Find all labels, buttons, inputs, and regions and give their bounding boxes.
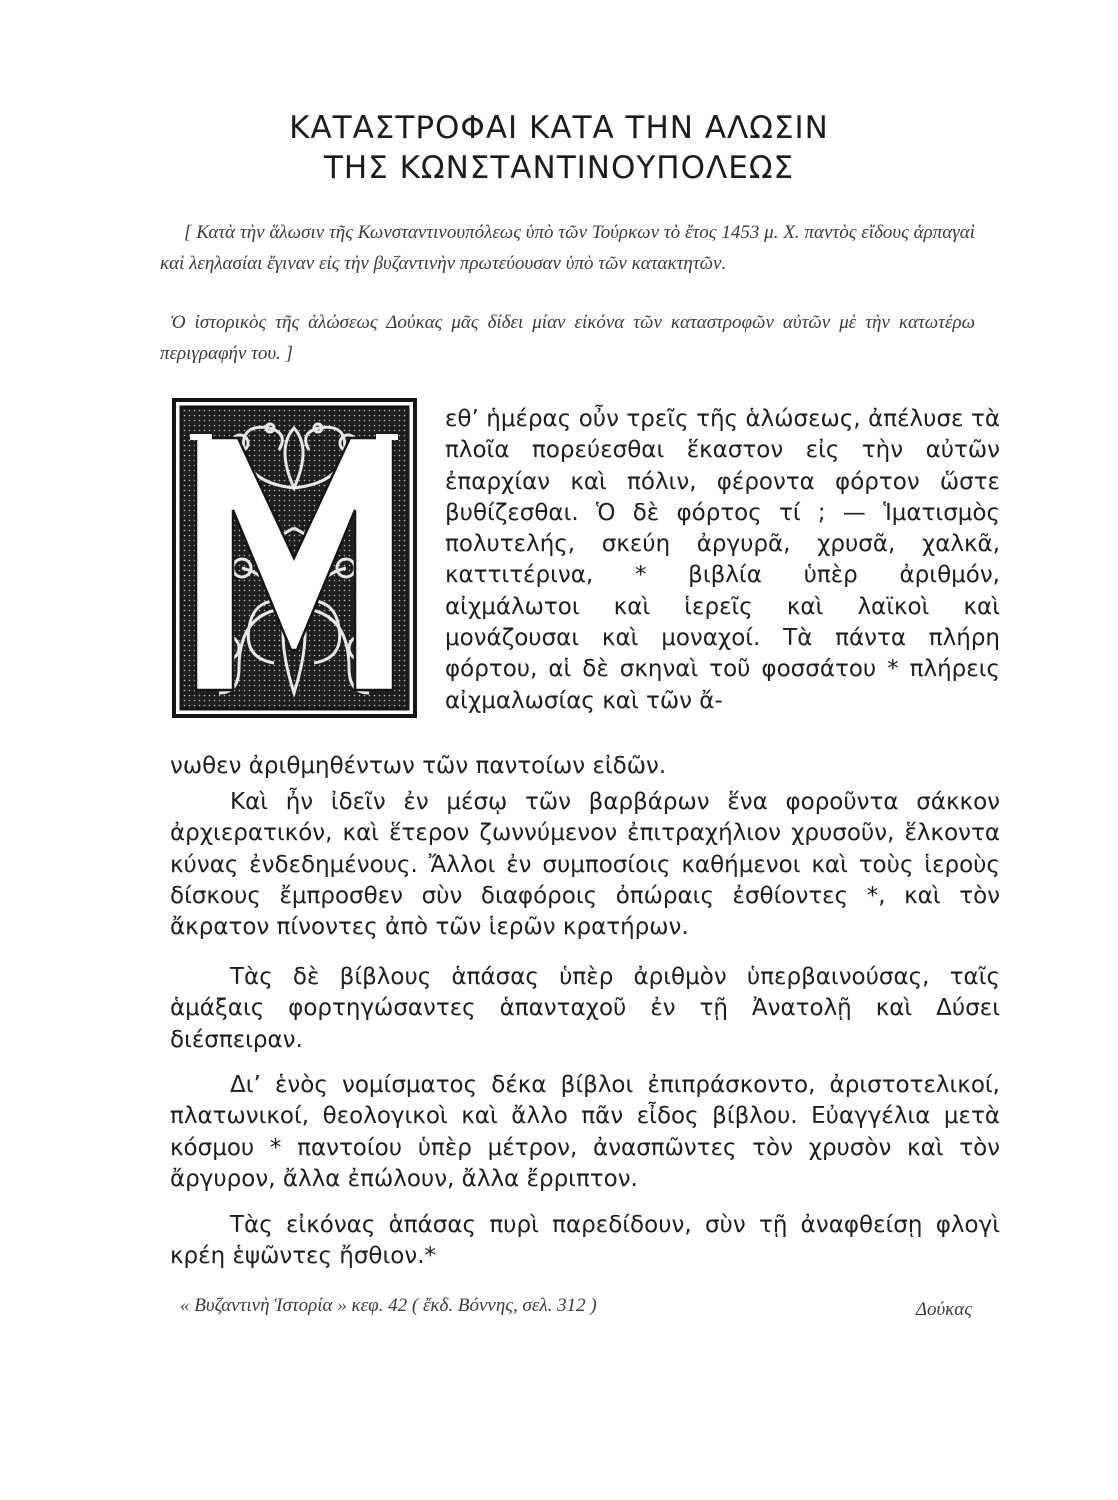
body-paragraph-1-continuation: νωθεν ἀριθμηθέντων τῶν παντοίων εἰδῶν.	[170, 753, 667, 779]
author-name: Δούκας	[915, 1299, 972, 1320]
intro-note-paragraph-2: Ὁ ἱστορικὸς τῆς ἁλώσεως Δούκας μᾶς δίδει μίαν εἰκόνα τῶν καταστροφῶν αὐτῶν μὲ τὴν κατωτέρω περιγραφήν του. ]	[160, 312, 975, 364]
ornamental-initial-m	[172, 398, 417, 718]
page-title-line-1: ΚΑΤΑΣΤΡΟΦΑΙ ΚΑΤΑ ΤΗΝ ΑΛΩΣΙΝ	[289, 110, 829, 146]
page-title-line-2: ΤΗΣ ΚΩΝΣΤΑΝΤΙΝΟΥΠΟΛΕΩΣ	[323, 150, 795, 186]
body-paragraph-2: Καὶ ἦν ἰδεῖν ἐν μέσῳ τῶν βαρβάρων ἕνα φοροῦντα σάκκον ἀρχιερατικόν, καὶ ἕτερον ζωννύμενον ἐπιτραχήλιον χρυσοῦν, ἕλκοντα κύνας ἐνδεδημένους. Ἄλλοι ἐν συμποσίοις καθήμενοι καὶ τοὺς ἱεροὺς δίσκους ἔμπροσθεν σὺν διαφόροις ὀπώραις ἐσθίοντες *, καὶ τὸν ἄκρατον πίνοντες ἀπὸ τῶν ἱερῶν κρατήρων.	[170, 789, 1000, 941]
intro-note-paragraph: [ Κατὰ τὴν ἅλωσιν τῆς Κωνσταντινουπόλεως ὑπὸ τῶν Τούρκων τὸ ἔτος 1453 μ. Χ. παντὸς εἴδους ἁρπαγαὶ καὶ λεηλασίαι ἔγιναν εἰς τὴν βυζαντινὴν πρωτεύουσαν ὑπὸ τῶν κατακτητῶν.	[160, 222, 975, 274]
body-paragraph-4: Δι’ ἑνὸς νομίσματος δέκα βίβλοι ἐπιπράσκοντο, ἀριστοτελικοί, πλατωνικοί, θεολογικοὶ καὶ ἄλλο πᾶν εἶδος βίβλου. Εὐαγγέλια μετὰ κόσμου * παντοίου ὑπὲρ μέτρον, ἀνασπῶντες τὸν χρυσὸν καὶ τὸν ἄργυρον, ἄλλα ἐπώλουν, ἄλλα ἔρριπτον.	[170, 1072, 1000, 1192]
body-paragraph-1: εθ’ ἡμέρας οὖν τρεῖς τῆς ἁλώσεως, ἀπέλυσε τὰ πλοῖα πορεύεσθαι ἕκαστον εἰς τὴν αὐτῶν ἐπαρχίαν καὶ πόλιν, φέροντα φόρτον ὥστε βυθίζεσθαι. Ὁ δὲ φόρτος τί ; — Ἱματισμὸς πολυτελής, σκεύη ἀργυρᾶ, χρυσᾶ, χαλκᾶ, καττιτέρινα, * βιβλία ὑπὲρ ἀριθμόν, αἰχμάλωτοι καὶ ἱερεῖς καὶ λαϊκοὶ καὶ μονάζουσαι καὶ μοναχοί. Τὰ πάντα πλήρη φόρτου, αἱ δὲ σκηναὶ τοῦ φοσσάτου * πλήρεις αἰχμαλωσίας καὶ τῶν ἄ-	[445, 406, 1000, 714]
body-paragraph-5: Τὰς εἰκόνας ἁπάσας πυρὶ παρεδίδουν, σὺν τῇ ἀναφθείσῃ φλογὶ κρέη ἑψῶντες ἤσθιον.*	[170, 1212, 1000, 1270]
body-paragraph-3: Τὰς δὲ βίβλους ἁπάσας ὑπὲρ ἀριθμὸν ὑπερβαινούσας, ταῖς ἁμάξαις φορτηγώσαντες ἁπανταχοῦ ἐν τῇ Ἀνατολῇ καὶ Δύσει διέσπειραν.	[170, 964, 1000, 1053]
source-citation: « Βυζαντινὴ Ἱστορία » κεφ. 42 ( ἔκδ. Βόννης, σελ. 312 )	[180, 1295, 597, 1316]
ornamental-initial-m-graphic	[172, 398, 417, 718]
